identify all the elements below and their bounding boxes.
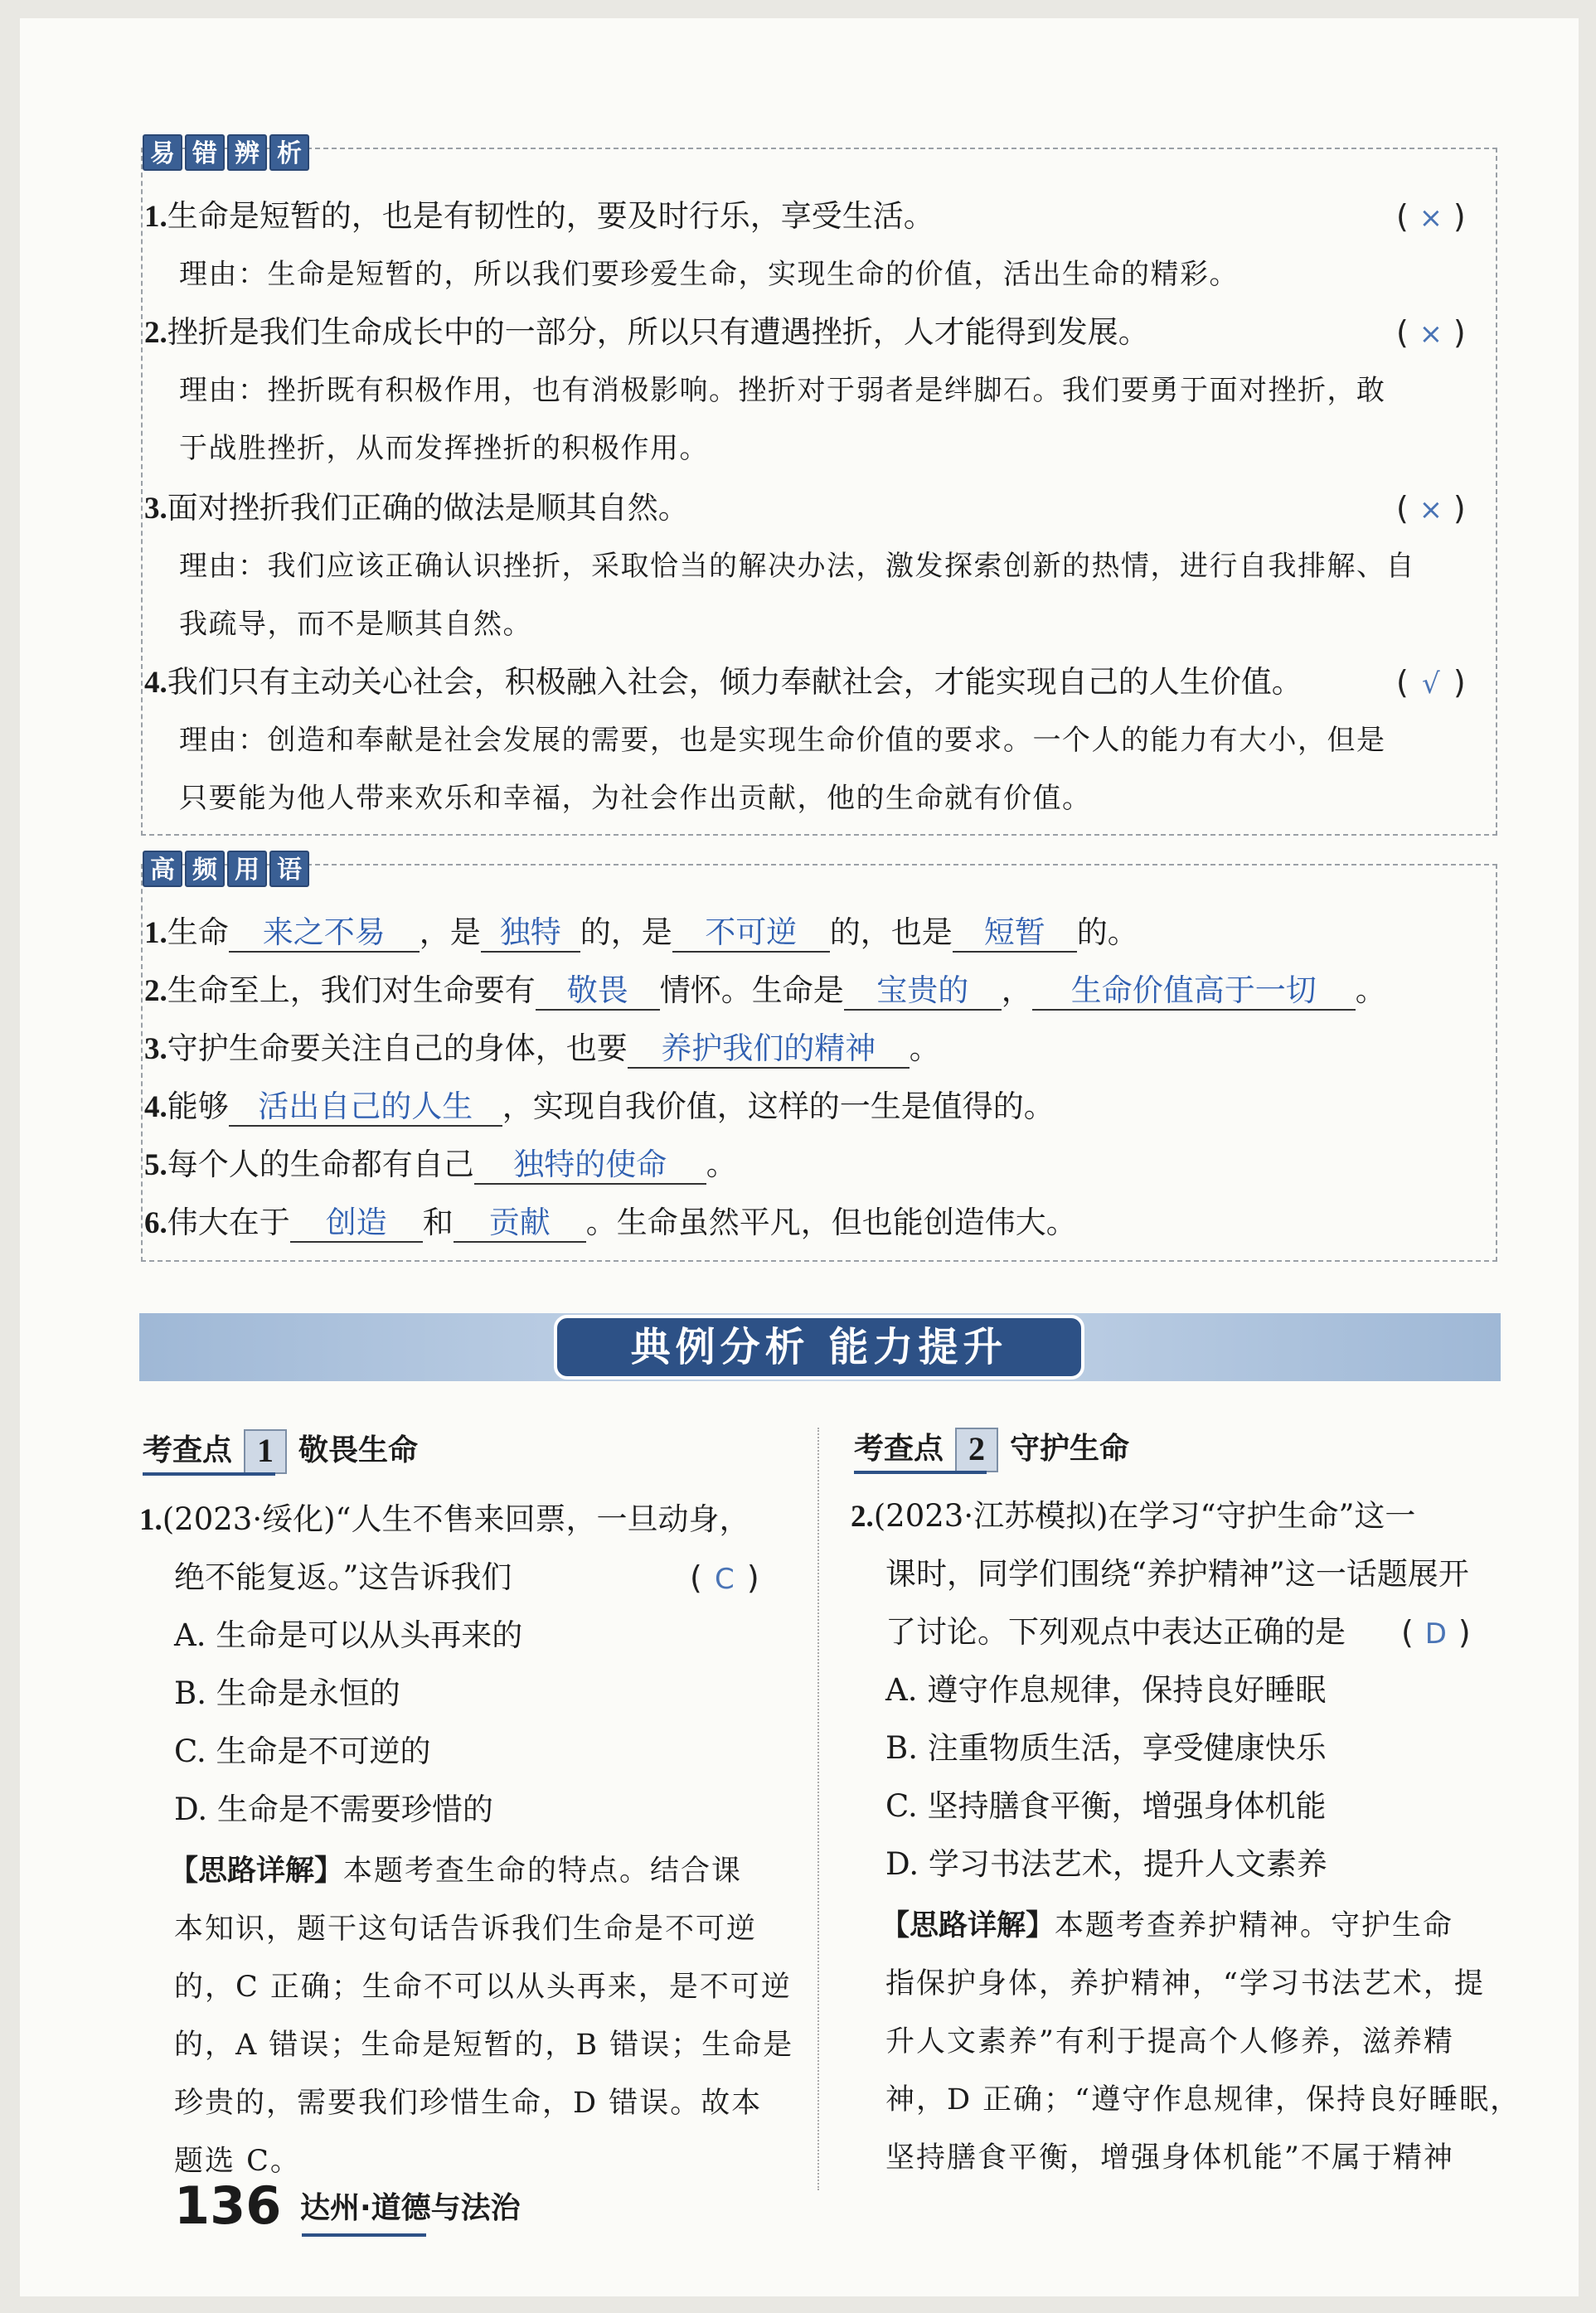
answer-blank: 独特 (481, 914, 580, 953)
error-analysis-tag (143, 134, 309, 171)
answer-blank: 独特的使命 (474, 1147, 706, 1185)
phrase-line-3: 3.守护生命要关注自己的身体，也要 养护我们的精神 。 (144, 1028, 1596, 1070)
error-reason-3b: 我疏导，而不是顺其自然。 (179, 608, 532, 641)
answer-bracket-2: ( D ) (1401, 1614, 1471, 1651)
header-underline (854, 1471, 987, 1474)
answer-blank: 贡献 (454, 1205, 586, 1243)
phrase-line-6: 6.伟大在于 创造 和 贡献 。生命虽然平凡，但也能创造伟大。 (144, 1202, 1596, 1244)
option-c: C. 生命是不可逆的 (174, 1734, 431, 1769)
key-phrases-tag (143, 851, 309, 887)
analysis-1-line-2: 本知识，题干这句话告诉我们生命是不可逆 (174, 1913, 758, 1946)
phrase-line-5: 5.每个人的生命都有自己 独特的使命 。 (144, 1144, 1596, 1186)
header-underline (143, 1472, 275, 1476)
judgment-mark-3: ( × ) (1396, 490, 1466, 526)
answer-blank: 敬畏 (536, 972, 660, 1011)
tag-char: 用 (227, 851, 267, 887)
analysis-2-line-2: 指保护身体，养护精神，“学习书法艺术，提 (885, 1967, 1485, 2000)
question-2-line-2: 课时，同学们围绕“养护精神”这一话题展开 (885, 1556, 1469, 1592)
error-item-4: 4.我们只有主动关心社会，积极融入社会，倾力奉献社会，才能实现自己的人生价值。 (144, 664, 1303, 700)
exam-point-badge: 2 (955, 1428, 998, 1472)
phrase-line-2: 2.生命至上，我们对生命要有 敬畏 情怀。生命是 宝贵的 ， 生命价值高于一切 。 (144, 970, 1596, 1012)
answer-blank: 活出自己的人生 (229, 1089, 502, 1127)
answer-blank: 宝贵的 (844, 972, 1002, 1011)
analysis-2-line-3: 升人文素养”有利于提高个人修养，滋养精 (885, 2025, 1454, 2058)
answer-blank: 不可逆 (672, 914, 830, 953)
option-d: D. 学习书法艺术，提升人文素养 (885, 1846, 1327, 1882)
error-item-1: 1.生命是短暂的，也是有韧性的，要及时行乐，享受生活。 (144, 198, 934, 234)
column-divider (817, 1428, 819, 2190)
judgment-mark-2: ( × ) (1396, 314, 1466, 351)
analysis-1-line-5: 珍贵的，需要我们珍惜生命，D 错误。故本 (174, 2087, 763, 2120)
analysis-2-line-4: 神，D 正确；“遵守作息规律，保持良好睡眠， (885, 2083, 1521, 2117)
error-item-3: 3.面对挫折我们正确的做法是顺其自然。 (144, 490, 689, 526)
analysis-2-line-5: 坚持膳食平衡，增强身体机能”不属于精神 (885, 2141, 1454, 2175)
option-d: D. 生命是不需要珍惜的 (174, 1792, 493, 1827)
tag-char: 错 (185, 134, 225, 171)
answer-bracket-1: ( C ) (690, 1559, 759, 1596)
option-a: A. 遵守作息规律，保持良好睡眠 (885, 1672, 1327, 1708)
analysis-1-line-3: 的，C 正确；生命不可以从头再来，是不可逆 (174, 1971, 792, 2004)
answer-blank: 短暂 (953, 914, 1077, 953)
option-a: A. 生命是可以从头再来的 (174, 1617, 523, 1653)
exam-point-2-header: 考查点 2 守护生命 (854, 1428, 1129, 1472)
tag-char: 语 (269, 851, 309, 887)
book-title: 达州·道德与法治 (300, 2191, 521, 2225)
page-number: 136 (174, 2175, 282, 2236)
judgment-mark-1: ( × ) (1396, 198, 1466, 235)
option-b: B. 生命是永恒的 (174, 1675, 400, 1711)
judgment-mark-4: ( √ ) (1396, 664, 1466, 701)
answer-blank: 创造 (290, 1205, 423, 1243)
question-1-line-2: 绝不能复返。”这告诉我们 (174, 1559, 512, 1595)
phrase-line-4: 4.能够 活出自己的人生 ，实现自我价值，这样的一生是值得的。 (144, 1086, 1596, 1128)
phrase-line-1: 1.生命 来之不易 ，是 独特 的，是 不可逆 的，也是 短暂 的。 (144, 912, 1596, 954)
question-2-line-3: 了讨论。下列观点中表达正确的是 (885, 1614, 1346, 1650)
exam-point-1-header: 考查点 1 敬畏生命 (143, 1429, 418, 1474)
error-item-2: 2.挫折是我们生命成长中的一部分，所以只有遭遇挫折，人才能得到发展。 (144, 314, 1149, 350)
error-reason-1: 理由：生命是短暂的，所以我们要珍爱生命，实现生命的价值，活出生命的精彩。 (179, 258, 1239, 291)
analysis-2-line-1: 【思路详解】本题考查养护精神。守护生命 (880, 1909, 1454, 1942)
answer-blank: 生命价值高于一切 (1032, 972, 1356, 1011)
analysis-1-line-1: 【思路详解】本题考查生命的特点。结合课 (169, 1855, 743, 1888)
analysis-1-line-6: 题选 C。 (174, 2145, 301, 2178)
analysis-1-line-4: 的，A 错误；生命是短暂的，B 错误；生命是 (174, 2029, 794, 2062)
answer-blank: 来之不易 (229, 914, 420, 953)
tag-char: 析 (269, 134, 309, 171)
answer-blank: 养护我们的精神 (628, 1030, 910, 1069)
question-1-line-1: 1.(2023·绥化)“人生不售来回票，一旦动身， (139, 1501, 750, 1537)
error-reason-2a: 理由：挫折既有积极作用，也有消极影响。挫折对于弱者是绊脚石。我们要勇于面对挫折，敢 (179, 374, 1386, 407)
tag-char: 高 (143, 851, 182, 887)
error-reason-4b: 只要能为他人带来欢乐和幸福，为社会作出贡献，他的生命就有价值。 (179, 782, 1092, 815)
exam-point-badge: 1 (244, 1429, 287, 1474)
question-2-line-1: 2.(2023·江苏模拟)在学习“守护生命”这一 (851, 1498, 1416, 1534)
option-b: B. 注重物质生活，享受健康快乐 (885, 1730, 1327, 1766)
error-reason-4a: 理由：创造和奉献是社会发展的需要，也是实现生命价值的要求。一个人的能力有大小，但是 (179, 724, 1386, 757)
error-reason-3a: 理由：我们应该正确认识挫折，采取恰当的解决办法，激发探索创新的热情，进行自我排解、自 (179, 550, 1415, 583)
tag-char: 易 (143, 134, 182, 171)
footer-rule (302, 2233, 426, 2237)
tag-char: 辨 (227, 134, 267, 171)
tag-char: 频 (185, 851, 225, 887)
option-c: C. 坚持膳食平衡，增强身体机能 (885, 1788, 1327, 1824)
error-reason-2b: 于战胜挫折，从而发挥挫折的积极作用。 (179, 432, 709, 465)
section-title: 典例分析 能力提升 (554, 1315, 1084, 1380)
